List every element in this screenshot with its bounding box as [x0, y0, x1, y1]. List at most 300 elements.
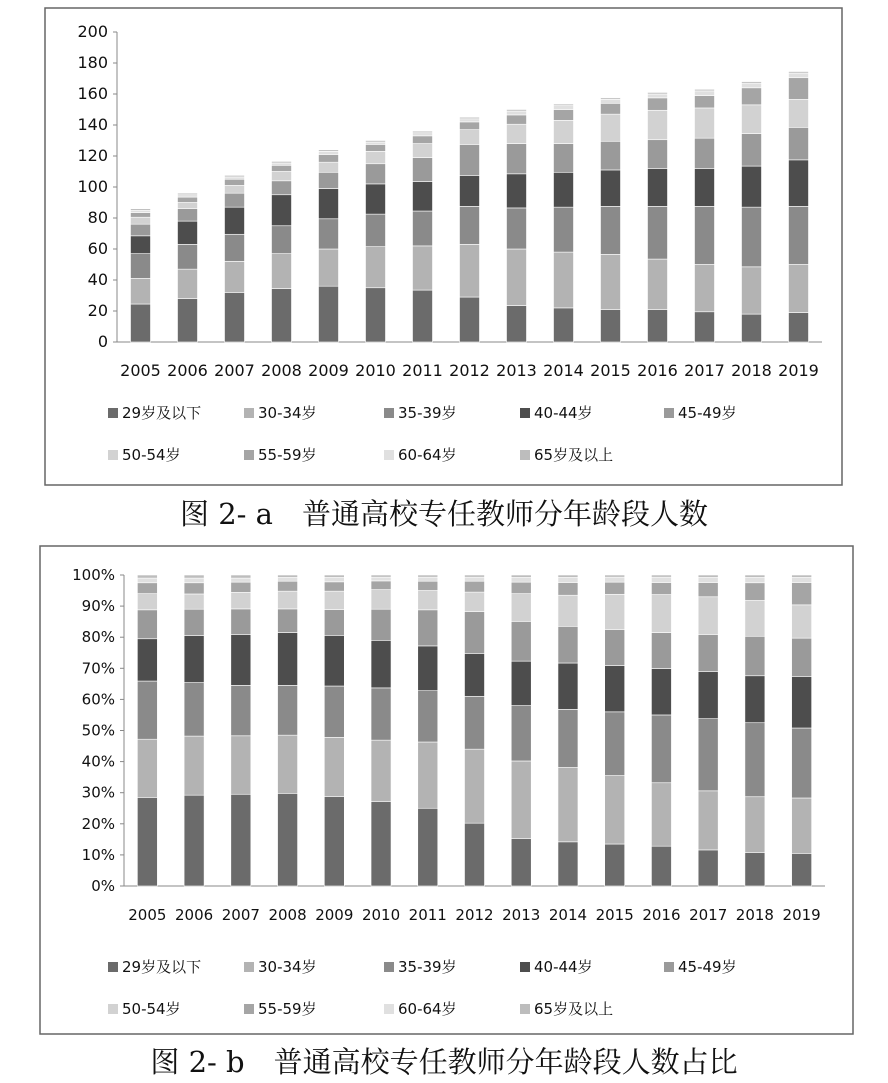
a-y-tick-label: 200 [77, 22, 108, 41]
b-bar-segment [137, 594, 157, 610]
b-bar-segment [558, 577, 578, 582]
a-bar-segment [272, 181, 292, 195]
b-legend-swatch [664, 962, 674, 972]
b-bar-segment [324, 635, 344, 686]
b-bar-segment [605, 666, 625, 712]
a-bar-segment [225, 207, 245, 234]
a-bar-segment [131, 209, 151, 211]
b-bar-segment [137, 578, 157, 583]
a-bar-segment [601, 254, 621, 309]
a-bar-segment [225, 185, 245, 193]
b-bar-segment [465, 575, 485, 577]
b-bar-segment [231, 592, 251, 608]
b-bar-segment [651, 582, 671, 594]
a-bar-segment [789, 160, 809, 207]
b-bar-segment [137, 639, 157, 681]
b-bar-segment [511, 577, 531, 582]
b-y-tick-label: 100% [72, 566, 115, 584]
a-bar-segment [507, 124, 527, 143]
b-bar-segment [558, 663, 578, 709]
a-bar-segment [413, 158, 433, 182]
a-bar-segment [554, 106, 574, 110]
a-y-tick-label: 60 [87, 239, 108, 258]
b-bar-segment [605, 582, 625, 594]
a-bar-segment [742, 88, 762, 105]
a-bar-segment [413, 211, 433, 246]
b-bar-segment [465, 823, 485, 886]
b-bar-segment [324, 575, 344, 577]
a-bar-segment [601, 99, 621, 103]
a-legend-swatch [664, 408, 674, 418]
b-y-tick-label: 70% [81, 659, 115, 678]
b-x-tick-label: 2006 [175, 906, 214, 924]
a-bar-segment [272, 165, 292, 171]
a-bar-segment [366, 184, 386, 214]
a-x-tick-label: 2015 [590, 361, 631, 380]
a-legend-swatch [244, 450, 254, 460]
a-bar-segment [366, 214, 386, 247]
a-legend-label: 65岁及以上 [534, 446, 614, 464]
b-legend-swatch [520, 1004, 530, 1014]
a-x-tick-label: 2007 [214, 361, 255, 380]
a-x-tick-label: 2011 [402, 361, 443, 380]
a-legend-item [384, 444, 457, 465]
b-legend-label: 29岁及以下 [122, 958, 202, 976]
b-bar-segment [278, 577, 298, 581]
b-bar-segment [792, 853, 812, 886]
b-y-tick-label: 50% [81, 721, 115, 740]
b-bar-segment [698, 582, 718, 596]
b-bar-segment [745, 575, 765, 577]
a-bar-segment [789, 127, 809, 160]
b-bar-segment [792, 728, 812, 798]
b-bar-segment [231, 609, 251, 635]
b-bar-segment [651, 669, 671, 715]
a-bar-segment [272, 172, 292, 181]
b-bar-segment [231, 578, 251, 582]
b-bar-segment [558, 626, 578, 663]
a-legend-swatch [520, 408, 530, 418]
b-legend-label: 30-34岁 [258, 958, 317, 976]
a-x-tick-label: 2012 [449, 361, 490, 380]
a-bar-segment [742, 82, 762, 84]
b-legend-swatch [384, 1004, 394, 1014]
a-bar-segment [178, 195, 198, 197]
a-x-tick-label: 2014 [543, 361, 584, 380]
a-y-tick-label: 140 [77, 115, 108, 134]
b-bar-segment [418, 691, 438, 742]
chart-b-legend [108, 956, 828, 1016]
a-y-tick-label: 40 [87, 270, 108, 289]
b-bar-segment [745, 797, 765, 853]
a-bar-segment [366, 141, 386, 143]
b-legend-swatch [244, 962, 254, 972]
a-x-tick-label: 2008 [261, 361, 302, 380]
a-y-tick-label: 100 [77, 177, 108, 196]
a-bar-segment [366, 142, 386, 144]
b-x-tick-label: 2015 [595, 906, 634, 924]
b-bar-segment [418, 610, 438, 646]
a-bar-segment [131, 217, 151, 224]
a-bar-segment [272, 254, 292, 289]
a-bar-segment [507, 306, 527, 342]
a-legend-item [244, 402, 317, 423]
a-legend-item [520, 402, 593, 423]
a-bar-segment [225, 261, 245, 292]
b-y-tick-label: 30% [81, 783, 115, 802]
a-bar-segment [601, 141, 621, 170]
b-bar-segment [605, 575, 625, 577]
b-bar-segment [651, 715, 671, 783]
a-bar-segment [695, 168, 715, 206]
a-x-tick-label: 2019 [778, 361, 819, 380]
a-bar-segment [554, 252, 574, 308]
a-x-tick-label: 2018 [731, 361, 772, 380]
a-bar-segment [648, 98, 668, 110]
a-bar-segment [648, 92, 668, 94]
a-y-tick-label: 160 [77, 84, 108, 103]
a-bar-segment [366, 164, 386, 184]
a-bar-segment [178, 221, 198, 244]
a-bar-segment [178, 193, 198, 195]
b-bar-segment [465, 612, 485, 654]
b-legend-label: 65岁及以上 [534, 1000, 614, 1018]
a-bar-segment [178, 269, 198, 298]
b-bar-segment [184, 594, 204, 609]
a-bar-segment [131, 304, 151, 342]
b-bar-segment [371, 640, 391, 688]
b-bar-segment [511, 582, 531, 594]
b-bar-segment [605, 629, 625, 665]
b-legend-label: 35-39岁 [398, 958, 457, 976]
b-legend-item [520, 998, 613, 1019]
a-y-tick-label: 20 [87, 301, 108, 320]
chart-b-caption: 图 2- b 普通高校专任教师分年龄段人数占比 [150, 1045, 738, 1079]
a-bar-segment [366, 288, 386, 342]
a-bar-segment [695, 89, 715, 91]
b-legend-label: 60-64岁 [398, 1000, 457, 1018]
b-y-tick-label: 60% [81, 690, 115, 709]
a-y-tick-label: 0 [97, 332, 108, 351]
b-bar-segment [278, 575, 298, 577]
a-bar-segment [319, 154, 339, 162]
a-bar-segment [554, 308, 574, 342]
b-bar-segment [698, 671, 718, 718]
a-bar-segment [178, 299, 198, 342]
a-bar-segment [460, 119, 480, 122]
b-legend-swatch [244, 1004, 254, 1014]
a-bar-segment [225, 175, 245, 177]
a-bar-segment [272, 161, 292, 163]
b-bar-segment [792, 638, 812, 676]
b-bar-segment [324, 686, 344, 737]
b-bar-segment [324, 610, 344, 636]
a-bar-segment [319, 189, 339, 219]
b-bar-segment [137, 797, 157, 886]
b-x-tick-label: 2009 [315, 906, 354, 924]
a-bar-segment [695, 312, 715, 342]
b-bar-segment [231, 736, 251, 794]
a-legend-swatch [384, 408, 394, 418]
a-x-tick-label: 2017 [684, 361, 725, 380]
a-bar-segment [460, 244, 480, 297]
a-x-tick-label: 2006 [167, 361, 208, 380]
a-bar-segment [507, 115, 527, 124]
a-bar-segment [507, 144, 527, 174]
b-bar-segment [511, 621, 531, 661]
b-bar-segment [792, 605, 812, 638]
a-bar-segment [648, 309, 668, 342]
a-bar-segment [601, 98, 621, 100]
a-legend-label: 30-34岁 [258, 404, 317, 422]
b-bar-segment [605, 712, 625, 776]
a-bar-segment [131, 278, 151, 304]
a-legend-swatch [384, 450, 394, 460]
a-bar-segment [507, 249, 527, 306]
a-legend-label: 45-49岁 [678, 404, 737, 422]
b-legend-item [520, 956, 593, 977]
a-bar-segment [178, 209, 198, 221]
a-bar-segment [789, 72, 809, 74]
b-bar-segment [558, 842, 578, 886]
b-bar-segment [137, 583, 157, 594]
b-bar-segment [605, 776, 625, 844]
b-legend-label: 55-59岁 [258, 1000, 317, 1018]
b-x-tick-label: 2018 [735, 906, 774, 924]
a-bar-segment [272, 226, 292, 254]
b-x-tick-label: 2010 [361, 906, 401, 924]
a-bar-segment [460, 130, 480, 145]
b-y-tick-label: 40% [81, 752, 115, 771]
a-bar-segment [413, 144, 433, 158]
a-bar-segment [460, 175, 480, 206]
b-y-tick-label: 0% [91, 877, 115, 895]
a-bar-segment [413, 131, 433, 133]
b-legend-item [108, 956, 201, 977]
a-y-tick-label: 180 [77, 53, 108, 72]
a-bar-segment [554, 207, 574, 252]
a-legend-item [664, 402, 737, 423]
a-bar-segment [742, 207, 762, 267]
b-bar-segment [465, 696, 485, 749]
b-bar-segment [418, 742, 438, 808]
b-bar-segment [651, 846, 671, 886]
b-bar-segment [184, 636, 204, 683]
b-bar-segment [137, 610, 157, 639]
a-bar-segment [178, 244, 198, 269]
b-bar-segment [184, 575, 204, 578]
b-bar-segment [231, 634, 251, 685]
b-bar-segment [278, 581, 298, 591]
b-x-tick-label: 2019 [782, 906, 821, 924]
chart-b-bars [137, 575, 811, 886]
b-bar-segment [231, 575, 251, 578]
b-bar-segment [698, 719, 718, 791]
b-bar-segment [465, 592, 485, 612]
a-bar-segment [413, 290, 433, 342]
a-bar-segment [131, 236, 151, 254]
a-legend-item [520, 444, 613, 465]
a-bar-segment [648, 94, 668, 98]
chart-a-caption: 图 2- a 普通高校专任教师分年龄段人数 [180, 497, 708, 531]
b-bar-segment [278, 685, 298, 735]
a-x-tick-label: 2009 [308, 361, 349, 380]
a-bar-segment [460, 144, 480, 175]
a-bar-segment [460, 117, 480, 119]
a-bar-segment [789, 73, 809, 78]
b-bar-segment [745, 723, 765, 797]
b-bar-segment [651, 595, 671, 633]
a-legend-label: 35-39岁 [398, 404, 457, 422]
a-bar-segment [225, 179, 245, 185]
b-bar-segment [418, 646, 438, 691]
a-bar-segment [507, 111, 527, 115]
a-bar-segment [742, 105, 762, 134]
b-bar-segment [651, 783, 671, 846]
b-bar-segment [745, 852, 765, 886]
a-legend-item [108, 402, 201, 423]
b-legend-item [244, 998, 317, 1019]
b-bar-segment [231, 582, 251, 592]
a-bar-segment [648, 110, 668, 139]
a-bar-segment [648, 206, 668, 259]
b-bar-segment [231, 685, 251, 735]
b-bar-segment [184, 609, 204, 635]
b-bar-segment [324, 796, 344, 886]
b-bar-segment [418, 591, 438, 610]
a-bar-segment [789, 313, 809, 342]
b-bar-segment [558, 709, 578, 767]
a-bar-segment [366, 151, 386, 163]
a-bar-segment [319, 172, 339, 188]
b-bar-segment [371, 590, 391, 610]
b-x-tick-label: 2005 [128, 906, 167, 924]
a-x-tick-label: 2010 [355, 361, 396, 380]
a-bar-segment [460, 206, 480, 244]
a-bar-segment [554, 144, 574, 173]
b-bar-segment [745, 676, 765, 723]
a-bar-segment [319, 286, 339, 342]
a-x-tick-label: 2013 [496, 361, 537, 380]
a-bar-segment [178, 197, 198, 202]
a-legend-item [108, 444, 181, 465]
b-bar-segment [698, 850, 718, 886]
a-bar-segment [507, 174, 527, 208]
b-bar-segment [792, 582, 812, 604]
b-legend-swatch [108, 962, 118, 972]
a-bar-segment [319, 162, 339, 172]
b-bar-segment [371, 577, 391, 581]
a-bar-segment [366, 144, 386, 151]
a-bar-segment [225, 193, 245, 207]
a-x-tick-label: 2016 [637, 361, 678, 380]
b-bar-segment [278, 793, 298, 886]
a-bar-segment [648, 259, 668, 309]
b-bar-segment [465, 577, 485, 581]
b-bar-segment [324, 737, 344, 796]
b-x-tick-label: 2012 [455, 906, 494, 924]
b-bar-segment [465, 749, 485, 823]
chart-a-legend [108, 402, 828, 462]
b-x-tick-label: 2007 [221, 906, 260, 924]
b-bar-segment [605, 594, 625, 629]
b-bar-segment [605, 844, 625, 886]
b-bar-segment [558, 595, 578, 626]
b-x-tick-label: 2008 [268, 906, 307, 924]
a-legend-label: 29岁及以下 [122, 404, 202, 422]
b-bar-segment [511, 575, 531, 577]
b-bar-segment [371, 575, 391, 577]
b-legend-item [108, 998, 181, 1019]
b-legend-item [244, 956, 317, 977]
b-legend-item [384, 998, 457, 1019]
b-x-tick-label: 2017 [689, 906, 728, 924]
b-legend-item [664, 956, 737, 977]
a-bar-segment [131, 224, 151, 236]
b-bar-segment [698, 575, 718, 577]
b-bar-segment [137, 681, 157, 739]
b-bar-segment [137, 575, 157, 578]
b-bar-segment [651, 575, 671, 577]
a-bar-segment [742, 267, 762, 314]
a-bar-segment [413, 246, 433, 290]
b-bar-segment [371, 581, 391, 590]
a-bar-segment [742, 314, 762, 342]
b-y-tick-label: 20% [81, 814, 115, 833]
b-y-tick-label: 10% [81, 845, 115, 864]
b-y-tick-label: 80% [81, 628, 115, 647]
b-x-tick-label: 2016 [642, 906, 681, 924]
a-bar-segment [225, 177, 245, 179]
a-bar-segment [460, 122, 480, 130]
a-bar-segment [742, 83, 762, 88]
b-bar-segment [418, 808, 438, 886]
b-bar-segment [278, 591, 298, 609]
b-bar-segment [371, 688, 391, 740]
a-bar-segment [789, 265, 809, 313]
a-bar-segment [225, 234, 245, 261]
b-bar-segment [184, 578, 204, 583]
a-bar-segment [554, 120, 574, 143]
a-x-tick-label: 2005 [120, 361, 161, 380]
a-bar-segment [601, 206, 621, 254]
a-bar-segment [366, 247, 386, 288]
a-bar-segment [225, 292, 245, 342]
a-bar-segment [601, 170, 621, 206]
b-bar-segment [418, 577, 438, 581]
a-bar-segment [413, 182, 433, 211]
a-bar-segment [507, 208, 527, 249]
a-bar-segment [272, 195, 292, 226]
b-bar-segment [184, 683, 204, 736]
a-legend-item [384, 402, 457, 423]
a-bar-segment [742, 166, 762, 207]
a-bar-segment [789, 206, 809, 264]
a-bar-segment [695, 138, 715, 168]
b-bar-segment [698, 577, 718, 582]
a-legend-swatch [108, 450, 118, 460]
b-bar-segment [418, 575, 438, 577]
a-bar-segment [319, 151, 339, 154]
a-bar-segment [554, 172, 574, 207]
a-bar-segment [319, 219, 339, 249]
a-bar-segment [789, 78, 809, 100]
b-legend-label: 40-44岁 [534, 958, 593, 976]
b-bar-segment [184, 795, 204, 886]
a-bar-segment [695, 108, 715, 138]
b-legend-swatch [384, 962, 394, 972]
a-bar-segment [131, 254, 151, 279]
